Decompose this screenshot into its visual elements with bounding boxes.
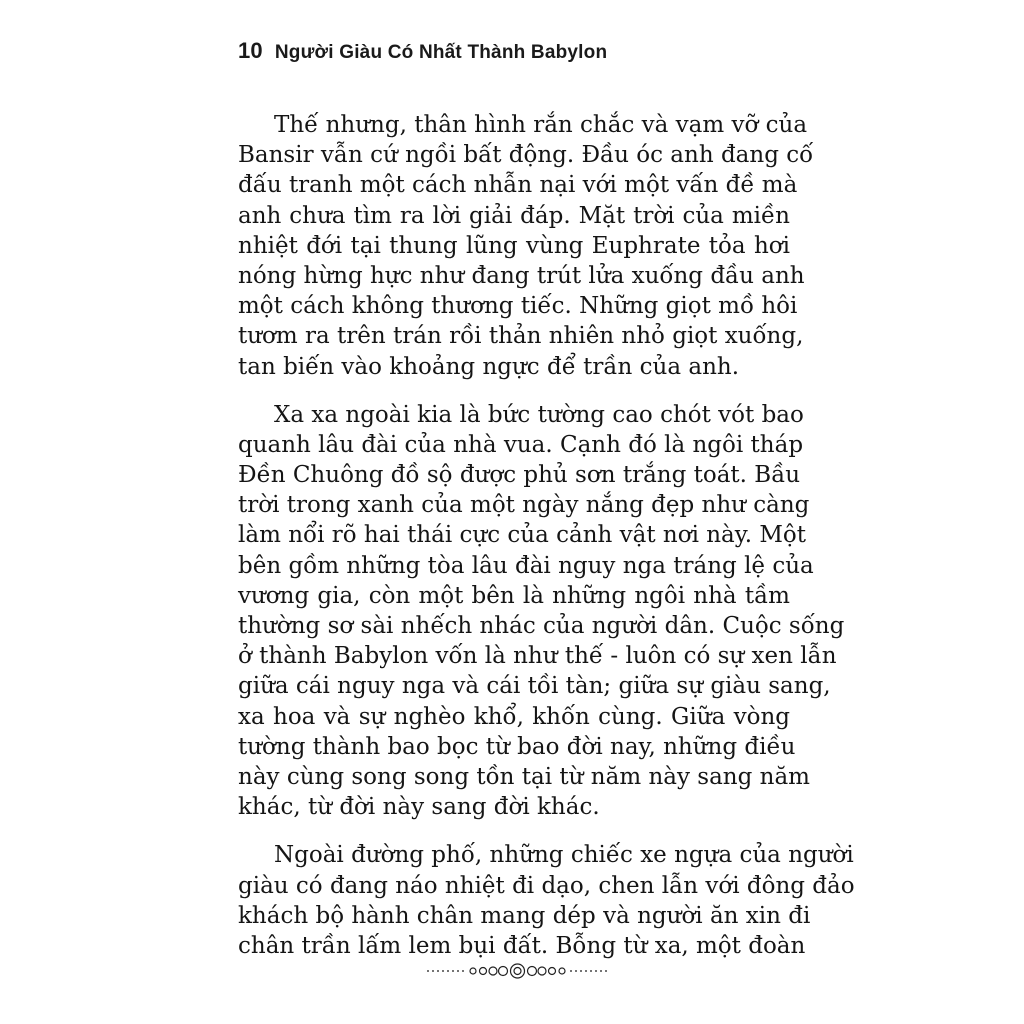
text-line: Đền Chuông đồ sộ được phủ sơn trắng toát. Bầu [238,462,801,489]
text-line: ở thành Babylon vốn là như thế - luôn có sự xen lẫn [238,643,837,670]
book-title: Người Giàu Có Nhất Thành Babylon [274,42,608,63]
body-text [238,110,855,979]
text-line: nóng hừng hực như đang trút lửa xuống đầu anh [238,262,805,289]
flourish-ornament-icon [425,960,610,982]
text-line: giàu có đang náo nhiệt đi dạo, chen lẫn với đông đảo [238,872,855,899]
text-line: Thế nhưng, thân hình rắn chắc và vạm vỡ của [274,112,808,138]
paragraph-3 [238,840,855,961]
text-line: bên gồm những tòa lâu đài nguy nga tráng lệ của [238,552,814,579]
text-line: giữa cái nguy nga và cái tồi tàn; giữa sự giàu sang, [238,673,831,700]
text-line: này cùng song song tồn tại từ năm này sang năm [238,763,810,790]
text-line: Ngoài đường phố, những chiếc xe ngựa của người [274,842,854,869]
paragraph-1 [238,110,814,382]
text-line: nhiệt đới tại thung lũng vùng Euphrate tỏa hơi [238,232,790,259]
text-line: Bansir vẫn cứ ngồi bất động. Đầu óc anh đang cố [238,142,814,169]
text-line: quanh lâu đài của nhà vua. Cạnh đó là ngôi tháp [238,431,804,458]
text-line: tan biến vào khoảng ngực để trần của anh. [238,353,740,380]
text-line: vương gia, còn một bên là những ngôi nhà tầm [238,582,790,609]
text-line: làm nổi rõ hai thái cực của cảnh vật nơi này. Một [238,522,806,549]
text-line: xa hoa và sự nghèo khổ, khốn cùng. Giữa vòng [238,703,790,730]
text-line: anh chưa tìm ra lời giải đáp. Mặt trời của miền [238,202,790,229]
text-line: Xa xa ngoài kia là bức tường cao chót vót bao [274,401,804,428]
page-number: 10 [238,38,263,63]
text-line: chân trần lấm lem bụi đất. Bỗng từ xa, một đoàn [238,932,806,959]
text-line: trời trong xanh của một ngày nắng đẹp như càng [238,492,810,519]
running-header [238,38,607,64]
text-line: thường sơ sài nhếch nhác của người dân. Cuộc sống [238,613,845,639]
text-line: tường thành bao bọc từ bao đời nay, những điều [238,733,796,760]
text-line: đấu tranh một cách nhẫn nại với một vấn đề mà [238,172,798,199]
text-line: khác, từ đời này sang đời khác. [238,794,600,821]
text-line: khách bộ hành chân mang dép và người ăn xin đi [238,902,811,929]
text-line: tươm ra trên trán rồi thản nhiên nhỏ giọt xuống, [238,323,804,350]
paragraph-2 [238,400,845,823]
text-line: một cách không thương tiếc. Những giọt mồ hôi [238,293,798,320]
